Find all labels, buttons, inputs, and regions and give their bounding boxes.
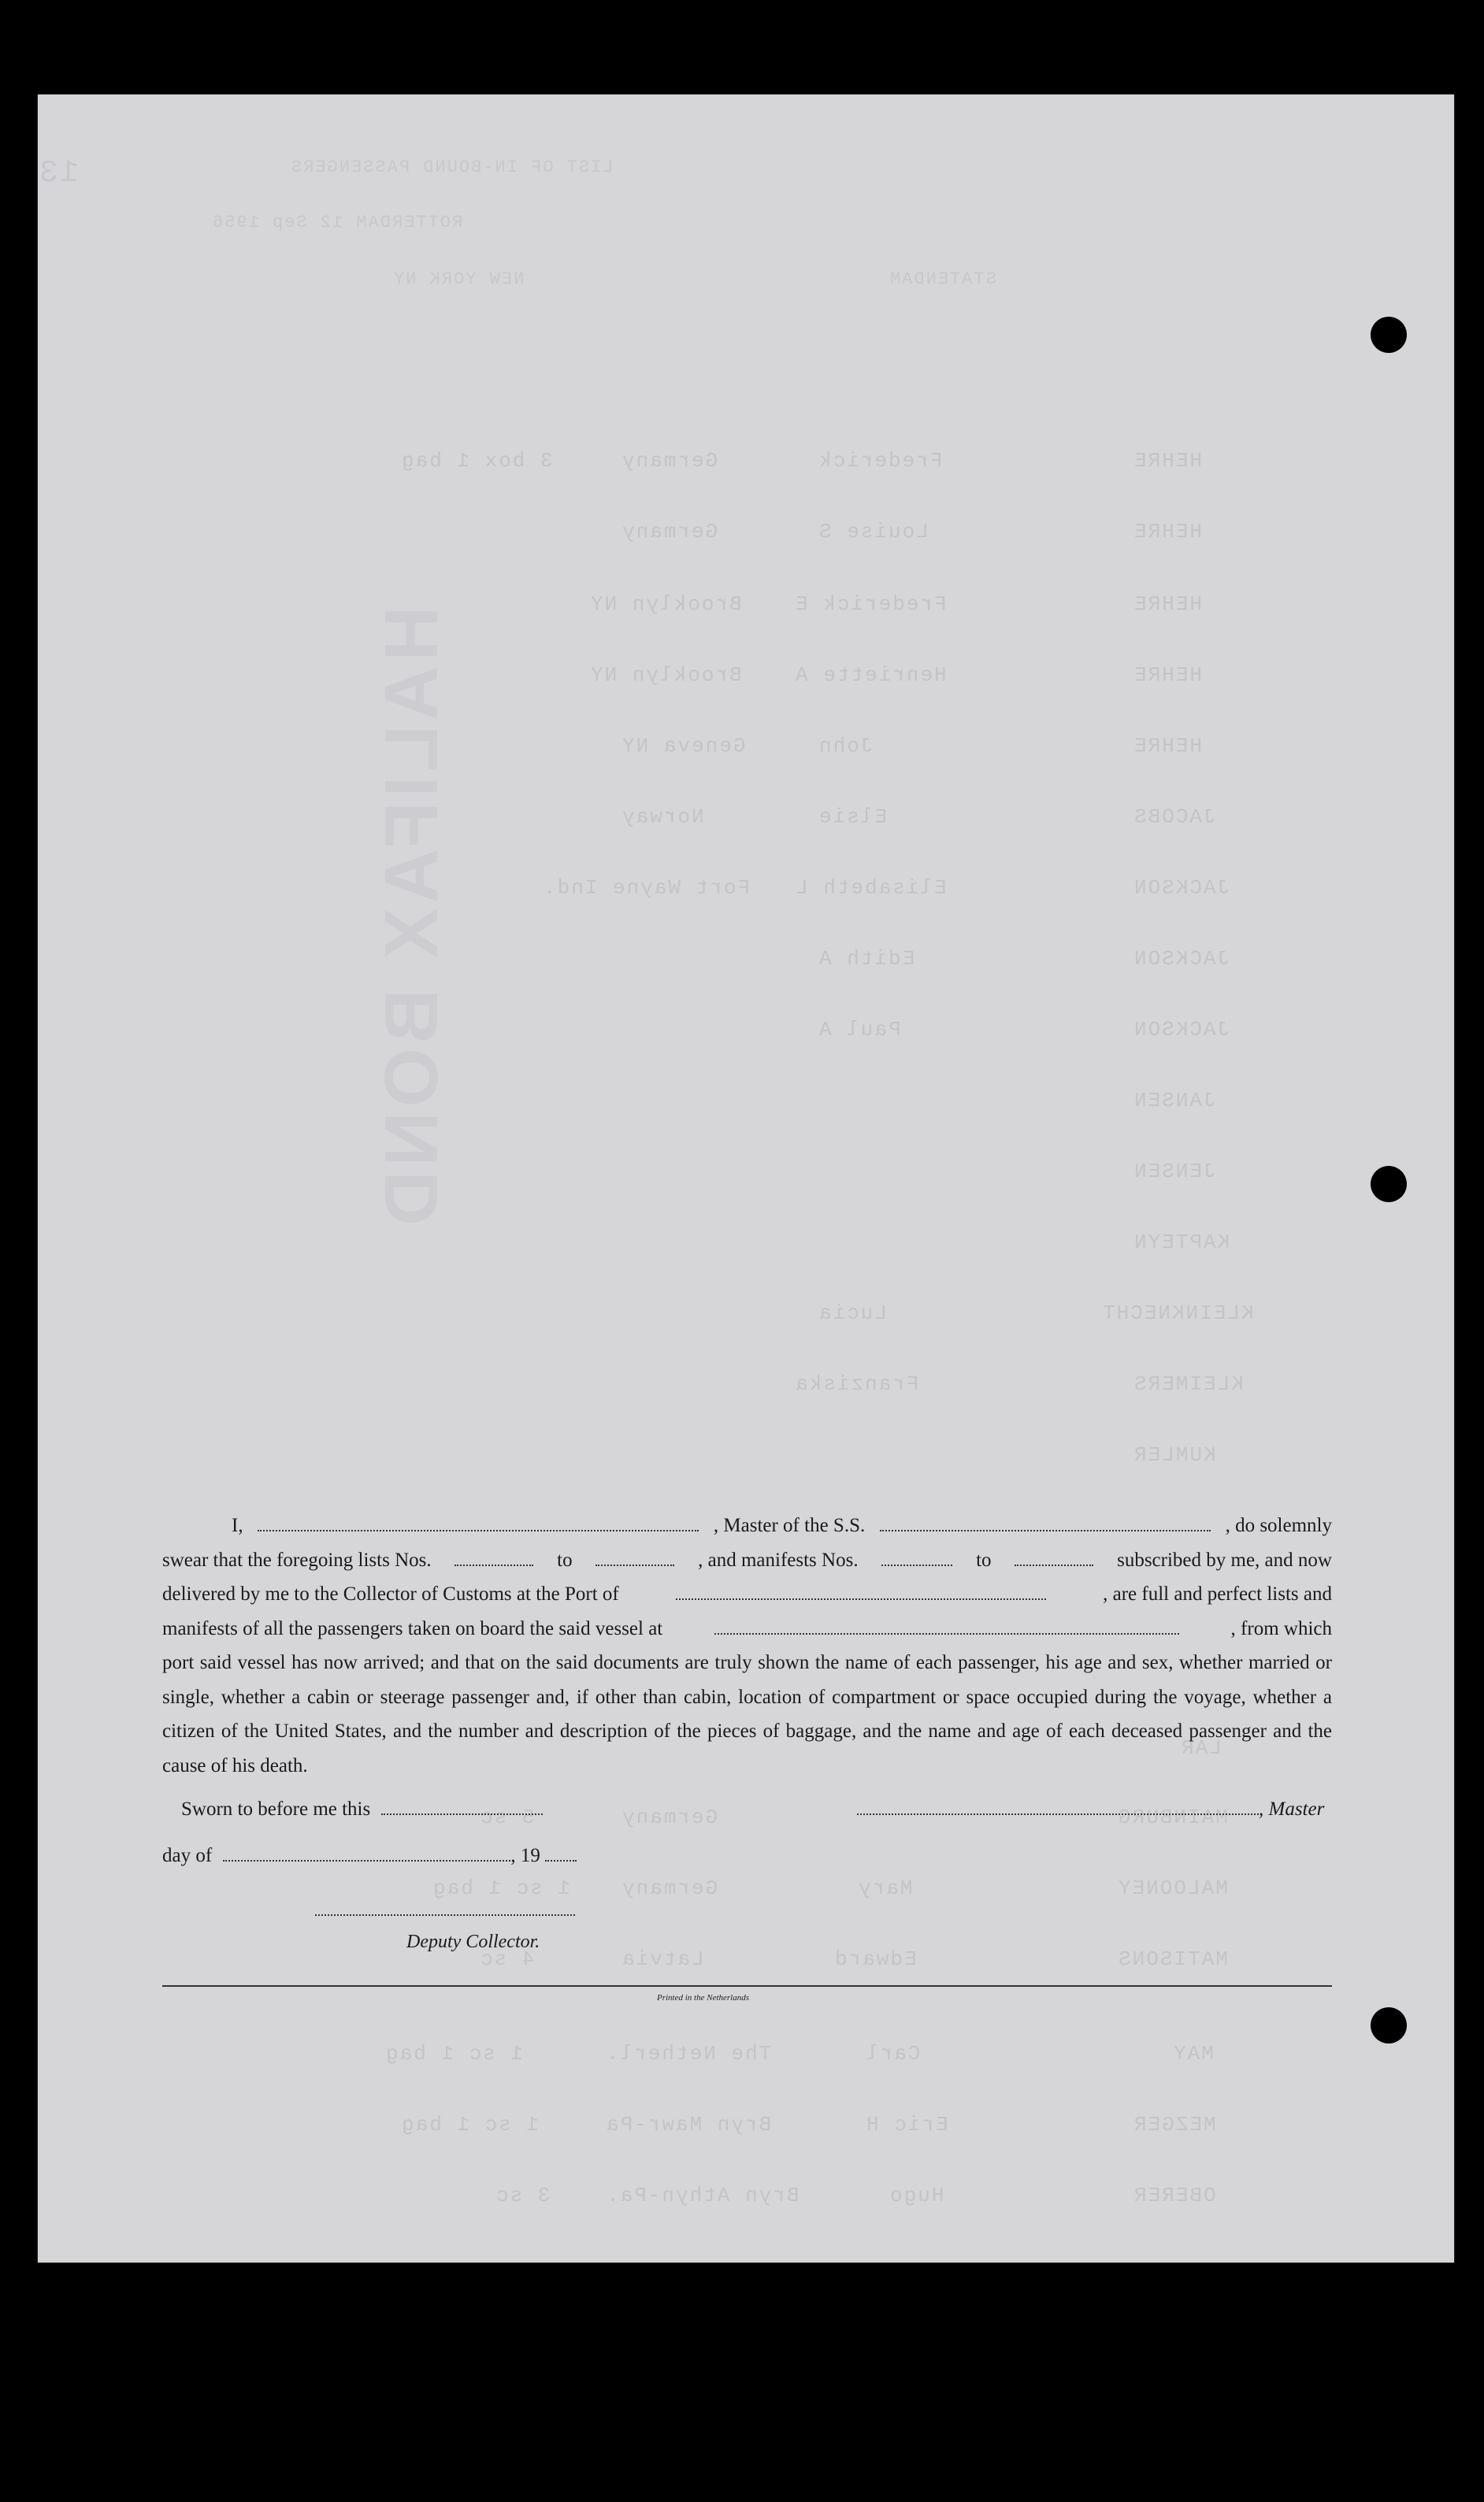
printed-in-label: Printed in the Netherlands	[657, 1993, 750, 2003]
bleed-row: The Netherl.	[605, 2042, 772, 2066]
bleed-row: JACOBS	[1133, 805, 1216, 829]
bleed-row: Germany	[621, 1876, 718, 1900]
bleed-row: JENSEN	[1133, 1160, 1216, 1183]
oath-manifests-all: manifests of all the passengers taken on board the said vessel at	[162, 1617, 663, 1639]
bleed-row: Bryn Mawr-Pa	[605, 2113, 772, 2136]
month-field[interactable]	[223, 1846, 510, 1862]
bleed-header-line: LIST OF IN-BOUND PASSENGERS	[290, 158, 614, 177]
day-of-label: day of	[162, 1845, 213, 1866]
punch-hole-middle	[1371, 1166, 1407, 1202]
deputy-collector-label: Deputy Collector.	[406, 1932, 540, 1952]
bleed-row: Brooklyn NY	[589, 592, 742, 616]
bleed-row: Elsie	[818, 805, 888, 829]
bleed-row: 4 sc	[479, 1947, 535, 1971]
bleed-row: MALOONEY	[1117, 1876, 1228, 1900]
bleed-row: Fort Wayne Ind.	[542, 876, 751, 900]
oath-delivered: delivered by me to the Collector of Customs at the Port of	[162, 1583, 619, 1605]
vessel-name-field[interactable]	[880, 1516, 1211, 1531]
bleed-row: KLEINKNECHT	[1101, 1301, 1254, 1325]
lists-to-field[interactable]	[595, 1550, 674, 1566]
oath-do-solemnly: , do solemnly	[1225, 1515, 1332, 1536]
master-signature-line	[857, 1799, 1324, 1821]
bleed-row: Eric H	[865, 2113, 948, 2136]
bleed-row: Geneva NY	[621, 734, 746, 758]
bleed-row: MATISONS	[1117, 1947, 1228, 1971]
oath-to-2: to	[976, 1549, 992, 1571]
bleed-row: KLEIMERS	[1133, 1372, 1244, 1396]
bleed-row: Germany	[621, 520, 718, 544]
year-prefix: , 19	[510, 1845, 540, 1866]
bleed-row: Norway	[621, 805, 704, 829]
sworn-date-field[interactable]	[381, 1799, 543, 1815]
oath-subscribed: subscribed by me, and now	[1117, 1549, 1332, 1571]
bleed-row: Frederick E	[794, 592, 947, 616]
bleed-row: 3 sc	[495, 2184, 551, 2207]
bleed-row: Latvia	[621, 1947, 704, 1971]
oath-full-perfect: , are full and perfect lists and	[1103, 1583, 1332, 1605]
oath-i-label: I,	[232, 1515, 243, 1536]
bleed-row: JACKSON	[1133, 1018, 1230, 1041]
oath-master-of-ss: , Master of the S.S.	[713, 1515, 866, 1536]
bleed-row: HEHRE	[1133, 592, 1203, 616]
watermark: HALIFAX BOND	[369, 607, 454, 1231]
document-sheet	[38, 95, 1454, 2263]
oath-line-4	[162, 1612, 1332, 1646]
bleed-row: JANSEN	[1133, 1089, 1216, 1112]
manifests-to-field[interactable]	[1015, 1550, 1093, 1566]
bleed-row: Franziska	[794, 1372, 919, 1396]
oath-from-which: , from which	[1230, 1617, 1332, 1639]
sworn-line	[181, 1799, 543, 1821]
bleed-row: John	[818, 734, 874, 758]
lists-from-field[interactable]	[454, 1550, 533, 1566]
bleed-header-line: STATENDAM	[889, 269, 996, 289]
bleed-row: 1 sc 1 bag	[432, 1876, 571, 1900]
bleed-row: Elisabeth L	[794, 876, 947, 900]
bleed-row: HEHRE	[1133, 520, 1203, 544]
bleed-row: Bryn Athyn-Pa.	[605, 2184, 800, 2207]
bleed-row: Germany	[621, 1806, 718, 1829]
sworn-label: Sworn to before me this	[181, 1799, 371, 1820]
bleed-row: 1 sc 1 bag	[400, 2113, 540, 2136]
bleed-row: 3 box 1 bag	[400, 449, 553, 473]
deputy-signature-field[interactable]	[315, 1914, 575, 1916]
bottom-rule	[162, 1985, 1332, 1987]
oath-swear-lists: swear that the foregoing lists Nos.	[162, 1549, 432, 1571]
oath-to-1: to	[557, 1549, 573, 1571]
bleed-row: OBERER	[1133, 2184, 1216, 2207]
bleed-row: Germany	[621, 449, 718, 473]
port-field[interactable]	[676, 1584, 1046, 1600]
bleed-row: HEHRE	[1133, 734, 1203, 758]
bleed-row: HEHRE	[1133, 663, 1203, 687]
bleed-row: Mary	[857, 1876, 913, 1900]
bleed-row: 5 sc	[479, 1806, 535, 1829]
bleed-row: MEZGER	[1133, 2113, 1216, 2136]
bleed-row: Brooklyn NY	[589, 663, 742, 687]
bleed-row: Edith A	[818, 947, 915, 971]
bleed-row: Henriette A	[794, 663, 947, 687]
bleed-row: Lucia	[818, 1301, 888, 1325]
bleed-row: JACKSON	[1133, 876, 1230, 900]
bleed-row: Carl	[865, 2042, 921, 2066]
oath-line-2	[162, 1543, 1332, 1578]
bleed-row: 1 sc 1 bag	[384, 2042, 524, 2066]
day-of-line	[162, 1845, 577, 1867]
punch-hole-top	[1371, 317, 1407, 353]
departure-port-field[interactable]	[714, 1619, 1179, 1635]
oath-line-3	[162, 1577, 1332, 1612]
bleed-row: MAINBURG	[1117, 1806, 1228, 1829]
oath-line-1	[162, 1509, 1332, 1543]
master-label: , Master	[1259, 1799, 1325, 1820]
bleed-row: Edward	[833, 1947, 917, 1971]
bleed-row: Louise S	[818, 520, 929, 544]
year-field[interactable]	[545, 1846, 577, 1862]
bleed-row: Frederick	[818, 449, 943, 473]
oath-paragraph	[162, 1509, 1332, 1783]
bleed-row: LAR	[1180, 1736, 1222, 1760]
bleed-page-number: 13	[38, 156, 80, 191]
bleed-row: Paul A	[818, 1018, 901, 1041]
bleed-row: KUMLER	[1133, 1443, 1216, 1467]
bleed-header-line: NEW YORK NY	[392, 269, 525, 289]
bleed-header-line: ROTTERDAM 12 Sep 1956	[211, 213, 463, 232]
manifests-from-field[interactable]	[881, 1550, 952, 1566]
oath-body: port said vessel has now arrived; and that on the said documents are truly shown the name of each passenger, his age and sex, whether married or single, whether a cabin or steerage passenger and, if other than cabin, location of compartment or space occupied during the voyage, whether a citizen of the United States, and the number and description of the pieces of baggage, and the name and age of each deceased passenger and the cause of his death.	[162, 1652, 1332, 1776]
master-signature-field[interactable]	[857, 1799, 1259, 1815]
bleed-row: MAY	[1172, 2042, 1214, 2066]
bleed-row: Hugo	[889, 2184, 944, 2207]
bleed-row: HEHRE	[1133, 449, 1203, 473]
oath-manifests-nos: , and manifests Nos.	[698, 1549, 859, 1571]
master-name-field[interactable]	[258, 1516, 699, 1531]
punch-hole-bottom	[1371, 2007, 1407, 2044]
bleed-row: KAPTEYN	[1133, 1231, 1230, 1254]
bleed-row: JACKSON	[1133, 947, 1230, 971]
